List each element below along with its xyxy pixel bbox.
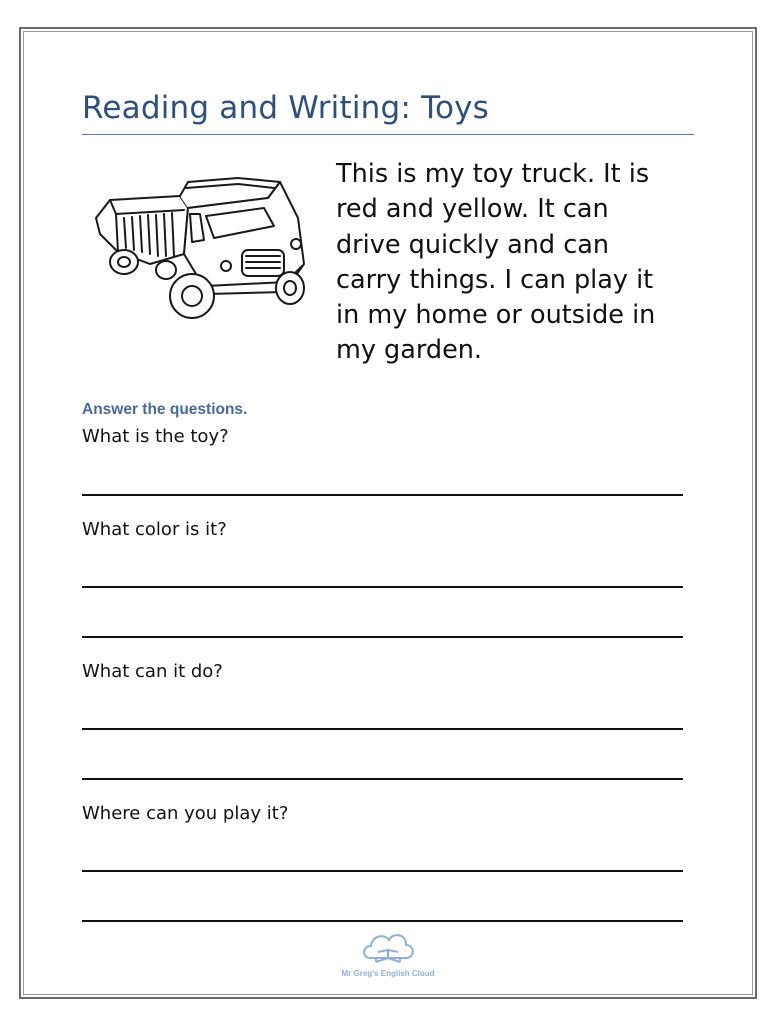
passage-line: carry things. I can play it — [336, 264, 654, 295]
answer-line-2b[interactable] — [82, 636, 683, 638]
passage-line: This is my toy truck. It is — [336, 159, 650, 189]
logo-text: Mr Greg's English Cloud — [341, 969, 435, 978]
question-3: What can it do? — [82, 661, 223, 682]
answer-line-3b[interactable] — [82, 778, 683, 780]
toy-truck-icon — [88, 168, 316, 330]
answer-line-4a[interactable] — [82, 870, 683, 872]
passage-line: drive quickly and can — [336, 229, 610, 260]
answer-line-1a[interactable] — [82, 494, 683, 496]
question-1: What is the toy? — [82, 426, 229, 447]
worksheet-title: Reading and Writing: Toys — [82, 90, 490, 126]
passage-line: my garden. — [336, 335, 483, 366]
answer-line-3a[interactable] — [82, 728, 683, 730]
question-4: Where can you play it? — [82, 803, 289, 824]
passage-line: in my home or outside in — [336, 300, 656, 331]
brand-logo — [338, 928, 438, 984]
instructions-heading: Answer the questions. — [82, 401, 248, 418]
reading-passage — [336, 157, 688, 369]
passage-line: red and yellow. It can — [336, 194, 609, 225]
answer-line-4b[interactable] — [82, 920, 683, 922]
answer-line-2a[interactable] — [82, 586, 683, 588]
question-2: What color is it? — [82, 519, 227, 540]
cloud-book-icon — [360, 928, 416, 968]
title-underline — [82, 134, 694, 135]
